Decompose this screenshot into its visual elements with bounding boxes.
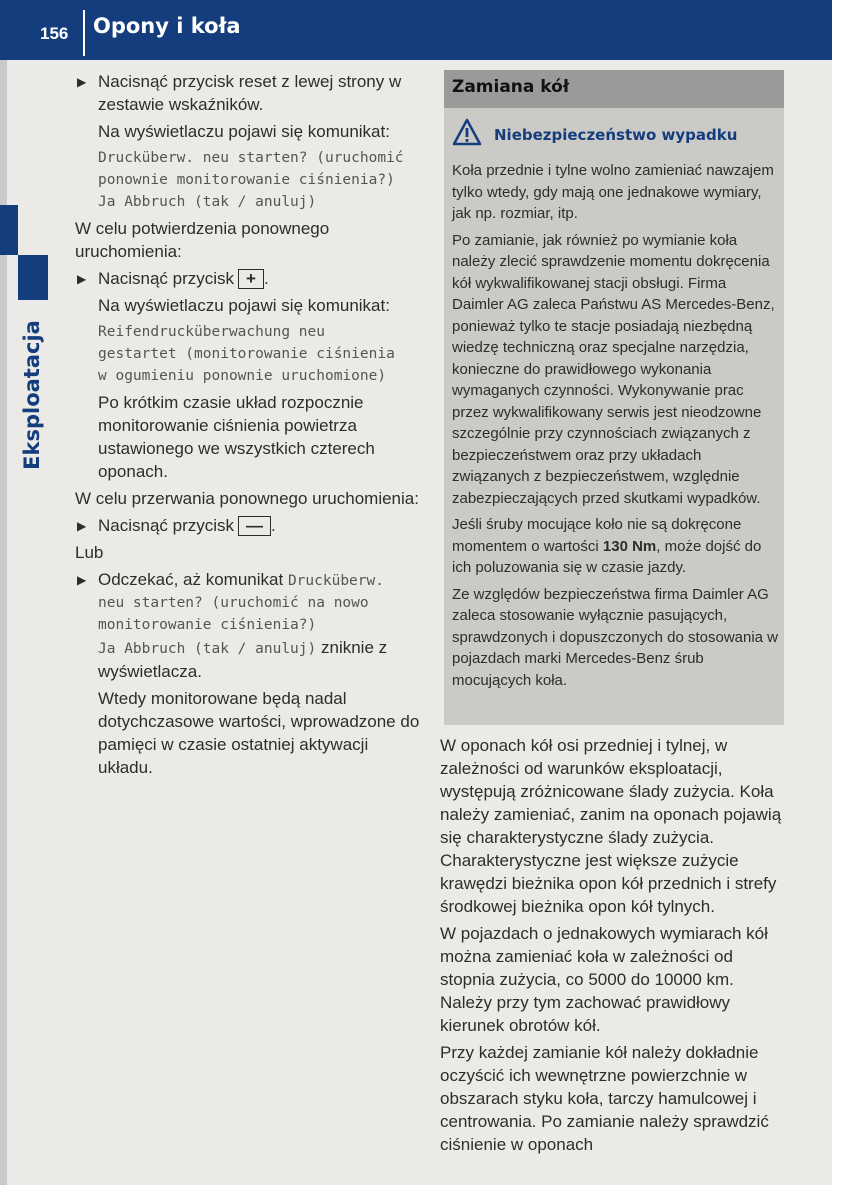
instruction-text: Na wyświetlaczu pojawi się komunikat: bbox=[98, 296, 390, 315]
plus-key-icon: + bbox=[238, 269, 264, 289]
minus-key-icon: — bbox=[238, 516, 271, 536]
period: . bbox=[263, 269, 269, 288]
edge-marker bbox=[0, 205, 18, 255]
display-message-inline: Ja Abbruch (tak / anuluj) bbox=[98, 641, 317, 657]
display-message-line: gestartet (monitorowanie ciśnienia bbox=[98, 346, 395, 362]
display-message-line: w ogumieniu ponownie uruchomione) bbox=[98, 368, 387, 384]
instruction-text: Na wyświetlaczu pojawi się komunikat: bbox=[98, 122, 390, 141]
page-title: Opony i koła bbox=[93, 14, 241, 38]
section-header bbox=[444, 70, 784, 108]
instruction-text: W celu przerwania ponownego uruchomienia: bbox=[75, 489, 419, 508]
display-message-line: monitorowanie ciśnienia?) bbox=[98, 617, 317, 633]
step-text: zniknie z wyświetlacza. bbox=[98, 638, 388, 681]
display-message bbox=[75, 147, 420, 213]
step-item bbox=[75, 568, 420, 683]
step-text: Nacisnąć przycisk bbox=[98, 516, 235, 535]
warning-text-part: , może dojść do ich poluzowania się w czasie jazdy. bbox=[452, 537, 762, 576]
display-message-line: neu starten? (uruchomić na nowo bbox=[98, 595, 369, 611]
warning-triangle-icon bbox=[452, 118, 482, 146]
right-column bbox=[440, 734, 785, 1160]
side-tab-marker bbox=[18, 255, 48, 300]
display-message-line: ponownie monitorowanie ciśnienia?) bbox=[98, 172, 395, 188]
display-message bbox=[75, 321, 420, 387]
page-header bbox=[0, 0, 832, 60]
warning-text bbox=[452, 514, 780, 579]
warning-body bbox=[452, 160, 780, 696]
display-message-line: Reifendrucküberwachung neu bbox=[98, 324, 325, 340]
instruction-text: Po krótkim czasie układ rozpocznie monitorowanie ciśnienia powietrza ustawionego we wszystkich czterech oponach. bbox=[98, 393, 375, 481]
step-item bbox=[75, 267, 420, 290]
warning-title: Niebezpieczeństwo wypadku bbox=[494, 126, 738, 144]
left-column bbox=[75, 70, 420, 783]
display-message-inline: Drucküberw. bbox=[287, 573, 384, 589]
warning-text-part: Jeśli śruby mocujące koło nie są dokręcone momentem o wartości bbox=[452, 516, 742, 555]
warning-header bbox=[452, 118, 782, 148]
warning-text: Koła przednie i tylne wolno zamieniać nawzajem tylko wtedy, gdy mają one jednakowe wymiary, jak np. rozmiar, itp. bbox=[452, 162, 774, 222]
step-text: Nacisnąć przycisk bbox=[98, 269, 235, 288]
display-message-line: Ja Abbruch (tak / anuluj) bbox=[98, 194, 317, 210]
instruction-text: Wtedy monitorowane będą nadal dotychczasowe wartości, wprowadzone do pamięci w czasie ostatniej aktywacji układu. bbox=[98, 689, 420, 777]
instruction-text: W celu potwierdzenia ponownego uruchomienia: bbox=[75, 219, 330, 261]
warning-text: Ze względów bezpieczeństwa firma Daimler AG zaleca stosowanie wyłącznie pasujących, sprawdzonych i dopuszczonych do stosowania w pojazdach marki Mercedes-Benz śrub mocujących koła. bbox=[452, 585, 779, 689]
alternative-label: Lub bbox=[75, 543, 104, 562]
section-title: Zamiana kół bbox=[452, 77, 570, 97]
step-text: Odczekać, aż komunikat bbox=[98, 570, 284, 589]
side-tab-label: Eksploatacja bbox=[20, 320, 44, 470]
torque-value: 130 Nm bbox=[602, 537, 657, 555]
warning-text: Po zamianie, jak również po wymianie koła należy zlecić sprawdzenie momentu dokręcenia kół wykwalifikowanej stacji obsługi. Firma Daimler AG zaleca Państwu AS Mercedes-Benz, ponieważ tylko te stacje posiadają niezbędną wiedzę techniczną oraz specjalne narzędzia, konieczne do prawidłowego wykonania wymaganych czynności. Wykonywanie prac przez wykwalifikowany serwis jest nieodzowne szczególnie przy czynnościach związanych z bezpieczeństwem oraz przy układach związanych z bezpieczeństwem, względnie zabezpieczających przed skutkami wypadków. bbox=[452, 231, 775, 507]
body-paragraph: W oponach kół osi przedniej i tylnej, w zależności od warunków eksploatacji, występują zróżnicowane ślady zużycia. Koła należy zamieniać, zanim na oponach pojawią się charakterystyczne ślady zużycia. Charakterystyczne jest większe zużycie krawędzi bieżnika opon kół przednich i strefy środkowej bieżnika opon kół tylnych. bbox=[440, 736, 782, 916]
warning-box bbox=[444, 108, 784, 725]
step-item: ▶ Nacisnąć przycisk reset z lewej strony w zestawie wskaźników. bbox=[75, 70, 420, 116]
step-item bbox=[75, 514, 420, 537]
header-divider bbox=[83, 10, 85, 56]
period: . bbox=[271, 516, 276, 535]
body-paragraph: Przy każdej zamianie kół należy dokładnie oczyścić ich wewnętrzne powierzchnie w obszarach styku koła, tarczy hamulcowej i centrowania. Po zamianie należy sprawdzić ciśnienie w oponach bbox=[440, 1043, 769, 1154]
page-number: 156 bbox=[40, 24, 69, 43]
display-message-line: Drucküberw. neu starten? (uruchomić bbox=[98, 150, 404, 166]
body-paragraph: W pojazdach o jednakowych wymiarach kół można zamieniać koła w zależności od stopnia zużycia, co 5000 do 10000 km. Należy przy tym zachować prawidłowy kierunek obrotów kół. bbox=[440, 924, 768, 1035]
